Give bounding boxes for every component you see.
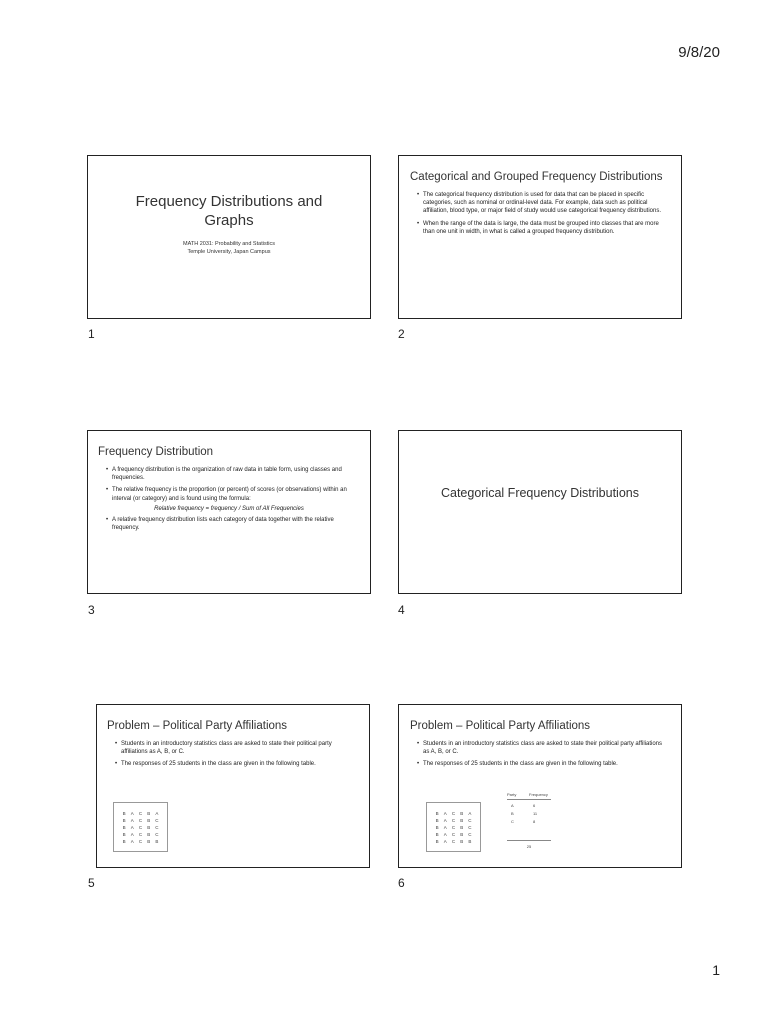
grid-cell: B <box>147 838 151 844</box>
grid-cell: A <box>155 810 159 816</box>
slide-title: Frequency Distributions and Graphs <box>135 193 323 229</box>
slide-1 <box>87 155 371 319</box>
formula: Relative frequency = frequency / Sum of All Frequencies <box>154 505 304 512</box>
frequency-table <box>507 792 551 849</box>
grid-cell: B <box>122 838 126 844</box>
slide-title: Frequency Distribution <box>98 446 214 458</box>
slide-3 <box>87 430 371 594</box>
bullet-item: • The responses of 25 students in the class are given in the following table. <box>115 760 355 768</box>
slide-6 <box>398 704 682 868</box>
grid-cell: B <box>122 831 126 837</box>
grid-cell: B <box>460 810 464 816</box>
grid-cell: C <box>138 810 143 816</box>
grid-cell: B <box>435 810 439 816</box>
slide-title: Categorical and Grouped Frequency Distributions <box>410 171 663 183</box>
grid-cell: A <box>443 838 447 844</box>
bullet-item: • The relative frequency is the proportion (or percent) of scores (or observations) within an interval (or category) and is found using the formula: <box>106 486 356 502</box>
grid-cell: A <box>130 810 134 816</box>
bullet-item: • Students in an introductory statistics class are asked to state their political party affiliations as A, B, or C. <box>115 740 355 756</box>
grid-cell: B <box>435 831 439 837</box>
response-grid <box>113 802 168 852</box>
slide-title: Problem – Political Party Affiliations <box>410 720 591 732</box>
grid-cell: A <box>130 838 134 844</box>
slide-5 <box>96 704 370 868</box>
table-cell: C <box>511 819 514 824</box>
grid-cell: A <box>443 824 447 830</box>
table-total: 25 <box>507 840 551 849</box>
slide-title: Problem – Political Party Affiliations <box>107 720 288 732</box>
response-grid <box>426 802 481 852</box>
grid-cell: C <box>468 831 472 837</box>
grid-cell: B <box>435 824 439 830</box>
grid-cell: C <box>468 817 472 823</box>
slide-4 <box>398 430 682 594</box>
grid-cell: A <box>130 817 134 823</box>
grid-cell: B <box>122 817 126 823</box>
grid-cell: C <box>155 824 159 830</box>
grid-cell: C <box>451 817 456 823</box>
grid-cell: B <box>147 824 151 830</box>
slide-number: 3 <box>88 603 95 617</box>
grid-cell: C <box>451 824 456 830</box>
grid-cell: A <box>443 831 447 837</box>
slide-number: 6 <box>398 876 405 890</box>
grid-cell: B <box>460 824 464 830</box>
grid-cell: C <box>138 824 143 830</box>
table-cell: A <box>511 803 514 808</box>
grid-cell: C <box>451 831 456 837</box>
grid-cell: B <box>155 838 159 844</box>
bullet-item: • When the range of the data is large, the data must be grouped into classes that are more than one unit in width, in what is called a grouped frequency distribution. <box>417 220 667 236</box>
grid-cell: B <box>147 831 151 837</box>
bullet-item: • A relative frequency distribution lists each category of data together with the relative frequency. <box>106 516 356 532</box>
grid-cell: C <box>155 831 159 837</box>
grid-cell: B <box>460 817 464 823</box>
grid-cell: B <box>147 817 151 823</box>
grid-cell: C <box>451 838 456 844</box>
column-header: Party <box>507 792 517 797</box>
table-cell: B <box>511 811 514 816</box>
grid-cell: A <box>130 831 134 837</box>
slide-number: 2 <box>398 327 405 341</box>
page-date: 9/8/20 <box>678 44 720 61</box>
bullet-list <box>88 466 370 503</box>
bullet-list <box>399 191 681 236</box>
grid-cell: C <box>138 831 143 837</box>
bullet-list <box>97 740 369 769</box>
grid-cell: B <box>435 838 439 844</box>
table-row <box>507 811 551 816</box>
table-row <box>507 803 551 808</box>
slide-subtitle: MATH 2031: Probability and Statistics Temple University, Japan Campus <box>183 241 275 255</box>
bullet-list <box>399 740 681 769</box>
table-header <box>507 792 551 800</box>
page-number: 1 <box>712 962 720 978</box>
table-row <box>507 819 551 824</box>
grid-cell: A <box>468 810 472 816</box>
grid-cell: B <box>122 824 126 830</box>
grid-cell: B <box>435 817 439 823</box>
table-cell: 8 <box>533 819 536 824</box>
slide-title: Categorical Frequency Distributions <box>440 486 639 500</box>
column-header: Frequency <box>529 792 548 797</box>
slide-number: 5 <box>88 876 95 890</box>
grid-cell: B <box>460 831 464 837</box>
slide-2 <box>398 155 682 319</box>
bullet-list <box>88 516 370 532</box>
bullet-item: • A frequency distribution is the organization of raw data in table form, using classes and frequencies. <box>106 466 356 482</box>
grid-cell: C <box>451 810 456 816</box>
table-cell: 11 <box>533 811 538 816</box>
grid-cell: C <box>468 824 472 830</box>
slide-number: 1 <box>88 327 95 341</box>
grid-cell: B <box>122 810 126 816</box>
grid-cell: A <box>443 817 447 823</box>
bullet-item: • The categorical frequency distribution is used for data that can be placed in specific categories, such as nominal or ordinal-level data. For example, data such as political affiliation, blood type, or major field of study would use categorical frequency distributions. <box>417 191 667 216</box>
grid-cell: B <box>468 838 472 844</box>
grid-cell: C <box>138 817 143 823</box>
slide-number: 4 <box>398 603 405 617</box>
grid-cell: B <box>147 810 151 816</box>
table-cell: 6 <box>533 803 536 808</box>
grid-cell: C <box>138 838 143 844</box>
grid-cell: B <box>460 838 464 844</box>
grid-cell: C <box>155 817 159 823</box>
grid-cell: A <box>443 810 447 816</box>
bullet-item: • The responses of 25 students in the class are given in the following table. <box>417 760 667 768</box>
bullet-item: • Students in an introductory statistics class are asked to state their political party affiliations as A, B, or C. <box>417 740 667 756</box>
grid-cell: A <box>130 824 134 830</box>
